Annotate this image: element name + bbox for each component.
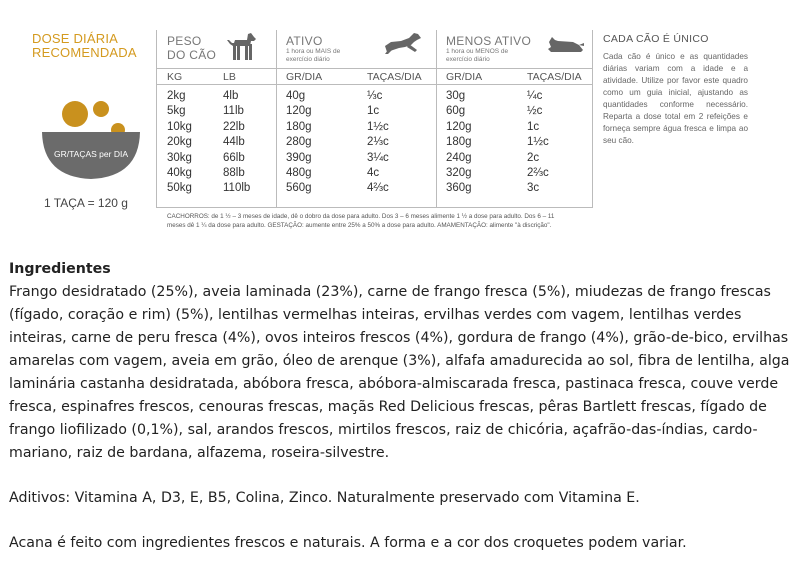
- feeding-footnote: CACHORROS: de 1 ½ – 3 meses de idade, dê o dobro da dose para adulto. Dos 3 – 6 meses alimente 1 ½ a dose para adulto. Dos 6 – 11 meses dê 1 ¼ da dose para adulto. GESTAÇÃO: aumente entre 25% a 50% a dose para adulto. AMAMENTAÇÃO: alimente "à discrição".: [167, 213, 555, 229]
- table-cell: ½c: [527, 105, 543, 118]
- table-cell: 120g: [286, 105, 312, 118]
- column-header-kg: KG: [167, 71, 183, 83]
- grid-line: [156, 30, 157, 208]
- table-cell: 30g: [446, 90, 466, 102]
- unique-dog-title: CADA CÃO É ÚNICO: [603, 33, 709, 45]
- column-header-less-gr: GR/DIA: [446, 71, 483, 83]
- feeding-chart: [0, 0, 800, 240]
- table-cell: 1½c: [367, 120, 389, 133]
- grid-line: [436, 30, 437, 208]
- table-cell: 390g: [286, 151, 312, 164]
- table-cell: 560g: [286, 182, 312, 195]
- table-cell: 44lb: [223, 136, 245, 149]
- table-cell: 1c: [367, 105, 380, 118]
- table-cell: 4lb: [223, 90, 239, 102]
- kg-column: [167, 89, 192, 197]
- column-header-lb: LB: [223, 71, 236, 83]
- less-cups-column: [527, 89, 549, 197]
- chart-title: DOSE DIÁRIA RECOMENDADA: [32, 31, 137, 60]
- column-header-less-cups: TAÇAS/DIA: [527, 71, 582, 83]
- less-active-header: MENOS ATIVO: [446, 34, 532, 48]
- table-cell: 66lb: [223, 151, 245, 164]
- table-cell: 2⅔c: [527, 166, 549, 179]
- ingredients-heading: Ingredientes: [9, 261, 111, 277]
- table-cell: 2kg: [167, 90, 186, 102]
- active-header: ATIVO: [286, 34, 323, 48]
- table-cell: 180g: [446, 136, 472, 149]
- table-cell: 2c: [527, 151, 540, 164]
- table-cell: 3¼c: [367, 151, 389, 164]
- grid-line: [156, 84, 592, 85]
- table-cell: 3c: [527, 182, 540, 195]
- table-cell: 50kg: [167, 182, 192, 195]
- bowl-illustration: [38, 95, 148, 185]
- column-header-active-gr: GR/DIA: [286, 71, 323, 83]
- table-cell: 22lb: [223, 120, 245, 133]
- table-cell: 480g: [286, 166, 312, 179]
- table-cell: 1½c: [527, 136, 549, 149]
- table-cell: 10kg: [167, 120, 192, 133]
- less-gr-column: [446, 89, 472, 197]
- active-cups-column: [367, 89, 389, 197]
- table-cell: 40kg: [167, 166, 192, 179]
- weight-header: PESO DO CÃO: [167, 34, 217, 62]
- table-cell: 320g: [446, 166, 472, 179]
- table-cell: 11lb: [223, 105, 244, 118]
- column-header-active-cups: TAÇAS/DIA: [367, 71, 422, 83]
- table-cell: 40g: [286, 90, 306, 102]
- grid-line: [276, 30, 277, 208]
- table-cell: 5kg: [167, 105, 186, 118]
- table-cell: 110lb: [223, 182, 251, 195]
- cup-equivalence: 1 TAÇA = 120 g: [44, 196, 128, 210]
- additives-text: Aditivos: Vitamina A, D3, E, B5, Colina, Zinco. Naturalmente preservado com Vitamina E.: [9, 490, 640, 506]
- grid-line: [156, 68, 592, 69]
- running-dog-icon: [383, 30, 423, 56]
- bowl-icon: [38, 95, 148, 185]
- table-cell: 20kg: [167, 136, 192, 149]
- table-cell: ⅓c: [367, 90, 383, 102]
- grid-line: [156, 207, 592, 208]
- resting-dog-icon: [545, 34, 585, 54]
- less-active-description: 1 hora ou MENOS de exercício diário: [446, 48, 509, 63]
- active-description: 1 hora ou MAIS de exercício diário: [286, 48, 341, 63]
- unique-dog-text: Cada cão é único e as quantidades diárias variam com a idade e a atividade. Utilize por favor este quadro como um guia inicial, ajustando as quantidades conforme necessário. Reparta a dose total em 2 refeições e forneça sempre água fresca e limpa ao seu cão.: [603, 52, 748, 145]
- table-cell: 360g: [446, 182, 472, 195]
- kibble-medium: [93, 101, 109, 117]
- table-cell: 240g: [446, 151, 472, 164]
- active-gr-column: [286, 89, 312, 197]
- ingredients-section: [9, 258, 794, 555]
- table-cell: 2⅓c: [367, 136, 389, 149]
- table-cell: 4c: [367, 166, 380, 179]
- table-cell: ¼c: [527, 90, 543, 102]
- table-cell: 1c: [527, 120, 540, 133]
- bowl-label: GR/TAÇAS per DIA: [54, 149, 128, 159]
- grid-line: [592, 30, 593, 208]
- standing-dog-icon: [224, 30, 258, 64]
- ingredients-text: Frango desidratado (25%), aveia laminada (23%), carne de frango fresca (5%), miudezas de frango frescas (fígado, coração e rim) (5%), lentilhas vermelhas inteiras, ervilhas verdes com vagem, lentilhas verdes inteiras, carne de peru fresca (4%), ovos inteiros frescos (4%), gordura de frango (4%), grão-de-bico, ervilhas amarelas com vagem, aveia em grão, óleo de arenque (3%), alfafa amadurecida ao sol, fibra de lentilha, alga laminária castanha desidratada, abóbora fresca, abóbora-almiscarada fresca, pastinaca fresca, couve verde fresca, espinafres frescos, cenouras frescas, maçãs Red Delicious frescas, pêras Bartlett frescas, fígado de frango liofilizado (0,1%), sal, arandos frescos, mirtilos frescos, raiz de chicória, açafrão-das-índias, cardo-mariano, raiz de bardana, alfazema, roseira-silvestre.: [9, 284, 790, 461]
- table-cell: 88lb: [223, 166, 245, 179]
- table-cell: 280g: [286, 136, 312, 149]
- table-cell: 30kg: [167, 151, 192, 164]
- table-cell: 180g: [286, 120, 312, 133]
- disclaimer-text: Acana é feito com ingredientes frescos e naturais. A forma e a cor dos croquetes podem variar.: [9, 535, 687, 551]
- table-cell: 4⅔c: [367, 182, 389, 195]
- kibble-large: [62, 101, 88, 127]
- table-cell: 60g: [446, 105, 466, 118]
- table-cell: 120g: [446, 120, 472, 133]
- lb-column: [223, 89, 250, 197]
